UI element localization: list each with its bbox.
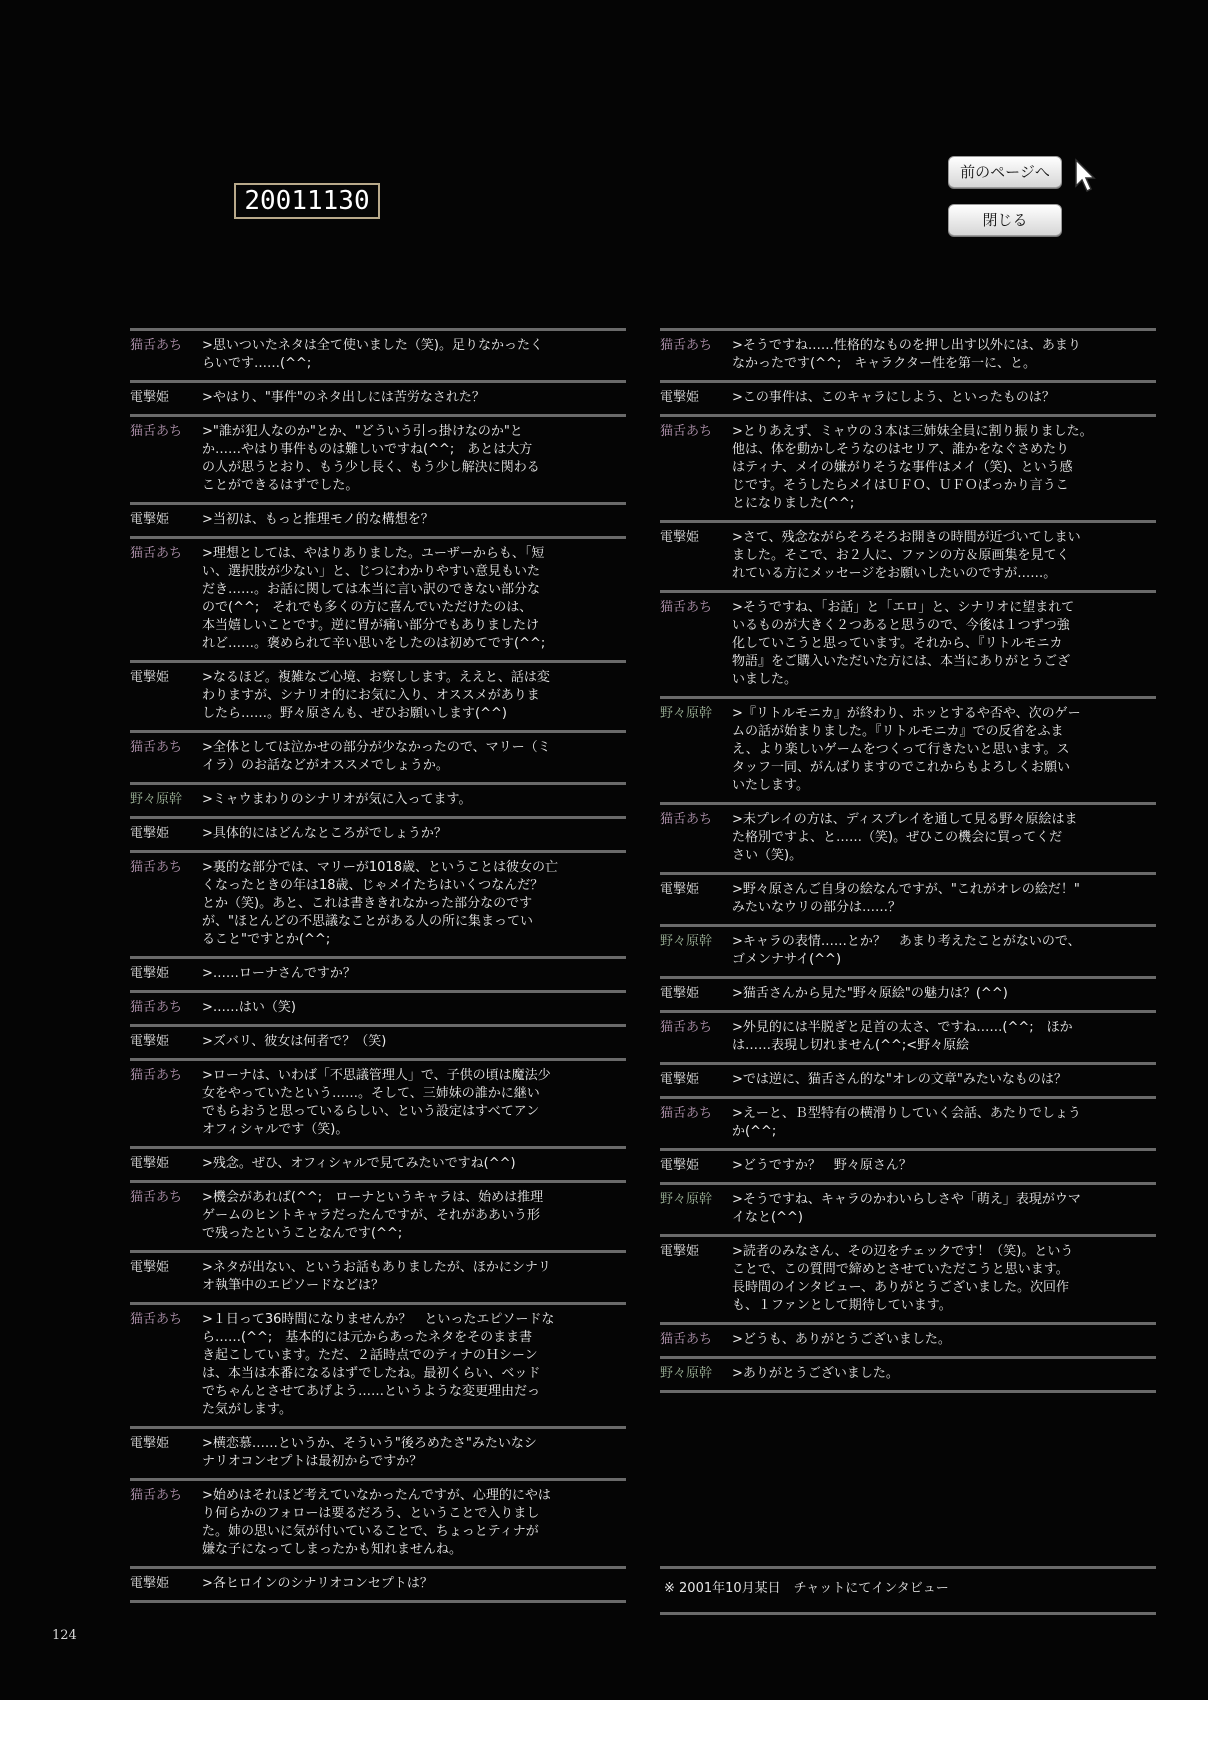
chat-message: >猫舌さんから見た"野々原絵"の魅力は？(^^): [732, 986, 1008, 1001]
chat-message: >具体的にはどんなところがでしょうか？: [202, 826, 447, 841]
speaker-name: 電撃姫: [130, 1436, 170, 1451]
chat-message: >やはり、"事件"のネタ出しには苦労なされた？: [202, 390, 485, 405]
chat-message: >ミャウまわりのシナリオが気に入ってます。: [202, 792, 472, 807]
speaker-name: 電撃姫: [130, 1576, 170, 1591]
chat-entry: [660, 1234, 1156, 1322]
speaker-name: 電撃姫: [130, 670, 170, 685]
chat-entry: [130, 502, 626, 536]
speaker-name: 野々原幹: [660, 1366, 713, 1381]
chat-entry: [130, 1146, 626, 1180]
chat-message: >ネタが出ない、というお話もありましたが、ほかにシナリ オ執筆中のエピソードなどは？: [202, 1260, 551, 1293]
chat-message: >えーと、Ｂ型特有の横滑りしていく会話、あたりでしょう か(^^;: [732, 1106, 1081, 1139]
chat-entry: [130, 328, 626, 380]
chat-entry: [130, 1180, 626, 1250]
speaker-name: 猫舌あち: [660, 1020, 713, 1035]
chat-entry: [130, 730, 626, 782]
chat-message: >とりあえず、ミャウの３本は三姉妹全員に割り振りました。 他は、体を動かしそうなのはセリア、誰かをなぐさめたり はティナ、メイの嫌がりそうな事件はメイ（笑)、という感 じです。そうしたらメイはＵＦＯ、ＵＦＯばっかり言うこ とになりました(^^;: [732, 424, 1093, 511]
page-number: 124: [52, 1628, 77, 1643]
chat-entry: [660, 414, 1156, 520]
chat-message: >理想としては、やはりありました。ユーザーからも、「短 い、選択肢が少ない」と、じつにわかりやすい意見もいた だき……。お話に関しては本当に言い訳のできない部分な ので(^^; それでも多くの方に喜んでいただけたのは、 本当嬉しいことです。逆に胃が痛い部分でもありましたけ れど……。褒められて辛い思いをしたのは初めてです(^^;: [202, 546, 546, 651]
speaker-name: 電撃姫: [130, 390, 170, 405]
chat-message: >"誰が犯人なのか"とか、"どういう引っ掛けなのか"と か……やはり事件ものは難しいですね(^^; あとは大方 の人が思うとおり、もう少し長く、もう少し解決に関わる ことができるはずでした。: [202, 424, 540, 493]
speaker-name: 猫舌あち: [660, 424, 713, 439]
chat-entry: [130, 1478, 626, 1566]
speaker-name: 猫舌あち: [130, 1068, 183, 1083]
chat-entry: [660, 1356, 1156, 1390]
chat-entry: [660, 590, 1156, 696]
speaker-name: 電撃姫: [660, 1072, 700, 1087]
speaker-name: 猫舌あち: [130, 338, 183, 353]
chat-message: >……ローナさんですか？: [202, 966, 356, 981]
speaker-name: 猫舌あち: [130, 1488, 183, 1503]
chat-message: >始めはそれほど考えていなかったんですが、心理的にやは り何らかのフォローは要るだろう、ということで入りまし た。姉の思いに気が付いていることで、ちょっとティナが 嫌な子になってしまったかも知れませんね。: [202, 1488, 551, 1557]
chat-entry: [130, 850, 626, 956]
speaker-name: 猫舌あち: [130, 860, 183, 875]
chat-entry: [130, 1566, 626, 1600]
speaker-name: 電撃姫: [130, 1156, 170, 1171]
chat-entry: [130, 782, 626, 816]
speaker-name: 猫舌あち: [130, 1000, 183, 1015]
speaker-name: 電撃姫: [130, 1034, 170, 1049]
chat-message: >残念。ぜひ、オフィシャルで見てみたいですね(^^): [202, 1156, 516, 1171]
speaker-name: 電撃姫: [660, 986, 700, 1001]
chat-entry: [660, 802, 1156, 872]
chat-message: >読者のみなさん、その辺をチェックです！（笑)。という ことで、この質問で締めとさせていただこうと思います。 長時間のインタビュー、ありがとうございました。次回作 も、１ファンとして期待しています。: [732, 1244, 1074, 1313]
chat-entry: [130, 536, 626, 660]
chat-entry: [130, 1024, 626, 1058]
chat-message: >そうですね、「お話」と「エロ」と、シナリオに望まれて いるものが大きく２つあると思うので、今後は１つずつ強 化していこうと思っています。それから、『リトルモニカ 物語』をご購入いただいた方には、本当にありがとうござ いました。: [732, 600, 1075, 687]
chat-message: >『リトルモニカ』が終わり、ホッとするや否や、次のゲー ムの話が始まりました。『リトルモニカ』での反省をふま え、より楽しいゲームをつくって行きたいと思います。ス タッフ一同、がんばりますのでこれからもよろしくお願い いたします。: [732, 706, 1081, 793]
chat-message: >キャラの表情……とか？ あまり考えたことがないので、 ゴメンナサイ(^^): [732, 934, 1081, 967]
speaker-name: 猫舌あち: [660, 600, 713, 615]
speaker-name: 電撃姫: [130, 1260, 170, 1275]
chat-entry: [130, 990, 626, 1024]
chat-entry: [660, 976, 1156, 1010]
chat-message: >思いついたネタは全て使いました（笑)。足りなかったく らいです……(^^;: [202, 338, 543, 371]
speaker-name: 猫舌あち: [130, 1312, 183, 1327]
chat-message: >当初は、もっと推理モノ的な構想を？: [202, 512, 434, 527]
chat-message: >……はい（笑): [202, 1000, 296, 1015]
chat-message: >この事件は、このキャラにしよう、といったものは？: [732, 390, 1055, 405]
chat-entry: [660, 924, 1156, 976]
speaker-name: 電撃姫: [660, 882, 700, 897]
chat-message: >そうですね……性格的なものを押し出す以外には、あまり なかったです(^^; キャラクター性を第一に、と。: [732, 338, 1081, 371]
chat-message: >では逆に、猫舌さん的な"オレの文章"みたいなものは？: [732, 1072, 1067, 1087]
chat-entry: [130, 660, 626, 730]
chat-entry: [660, 520, 1156, 590]
speaker-name: 猫舌あち: [130, 546, 183, 561]
chat-message: >さて、残念ながらそろそろお開きの時間が近づいてしまい ました。そこで、お２人に、ファンの方＆原画集を見てく れている方にメッセージをお願いしたいのですが……。: [732, 530, 1081, 581]
chat-entry: [660, 872, 1156, 924]
column-end-rule: [660, 1390, 1156, 1393]
speaker-name: 猫舌あち: [660, 812, 713, 827]
interview-column-right: [660, 328, 1156, 1393]
chat-entry: [130, 1426, 626, 1478]
chat-message: >ローナは、いわば「不思議管理人」で、子供の頃は魔法少 女をやっていたという……。そして、三姉妹の誰かに継い でもらおうと思っているらしい、という設定はすべてアン オフィシャルです（笑)。: [202, 1068, 551, 1137]
speaker-name: 電撃姫: [660, 530, 700, 545]
chat-entry: [660, 1096, 1156, 1148]
speaker-name: 野々原幹: [130, 792, 183, 807]
interview-note: ※ 2001年10月某日 チャットにてインタビュー: [664, 1581, 949, 1596]
speaker-name: 猫舌あち: [130, 424, 183, 439]
chat-message: >機会があれば(^^; ローナというキャラは、始めは推理 ゲームのヒントキャラだったんですが、それがああいう形 で残ったということなんです(^^;: [202, 1190, 544, 1241]
chat-entry: [130, 1302, 626, 1426]
speaker-name: 電撃姫: [130, 826, 170, 841]
chat-entry: [660, 696, 1156, 802]
speaker-name: 電撃姫: [130, 512, 170, 527]
chat-entry: [660, 1182, 1156, 1234]
chat-message: >ズバリ、彼女は何者で？（笑): [202, 1034, 387, 1049]
chat-message: >どうも、ありがとうございました。: [732, 1332, 951, 1347]
chat-message: >どうですか？ 野々原さん？: [732, 1158, 912, 1173]
chat-entry: [130, 816, 626, 850]
chat-message: >裏的な部分では、マリーが1018歳、ということは彼女の亡 くなったときの年は18歳、じゃメイたちはいくつなんだ？ とか（笑)。あと、これは書ききれなかった部分なのです が、"ほとんどの不思議なことがある人の所に集まってい ること"ですとか(^^;: [202, 860, 558, 947]
chat-entry: [130, 1250, 626, 1302]
chat-message: >未プレイの方は、ディスプレイを通して見る野々原絵はま た格別ですよ、と……（笑)。ぜひこの機会に買ってくだ さい（笑)。: [732, 812, 1078, 863]
speaker-name: 野々原幹: [660, 706, 713, 721]
speaker-name: 猫舌あち: [660, 338, 713, 353]
speaker-name: 電撃姫: [130, 966, 170, 981]
speaker-name: 電撃姫: [660, 1244, 700, 1259]
chat-message: >外見的には半脱ぎと足首の太さ、ですね……(^^; ほか は……表現し切れません(^^;<野々原絵: [732, 1020, 1073, 1053]
chat-message: >なるほど。複雑なご心境、お察しします。ええと、話は変 わりますが、シナリオ的にお気に入り、オススメがありま したら……。野々原さんも、ぜひお願いします(^^): [202, 670, 550, 721]
chat-message: >横恋慕……というか、そういう"後ろめたさ"みたいなシ ナリオコンセプトは最初からですか？: [202, 1436, 537, 1469]
speaker-name: 猫舌あち: [130, 1190, 183, 1205]
chat-entry: [130, 956, 626, 990]
speaker-name: 野々原幹: [660, 1192, 713, 1207]
note-bottom-rule: [660, 1612, 1156, 1615]
chat-entry: [660, 1148, 1156, 1182]
chat-message: >各ヒロインのシナリオコンセプトは？: [202, 1576, 433, 1591]
chat-message: >１日って36時間になりませんか？ といったエピソードな ら……(^^; 基本的には元からあったネタをそのまま書 き起こしています。ただ、２話時点でのティナのＨシーン は、本当は本番になるはずでしたね。最初くらい、ベッド でちゃんとさせてあげよう……というような変更理由だっ た気がします。: [202, 1312, 555, 1417]
note-top-rule: [660, 1566, 1156, 1569]
chat-entry: [660, 380, 1156, 414]
chat-entry: [660, 328, 1156, 380]
date-label: 20011130: [234, 183, 380, 219]
speaker-name: 電撃姫: [660, 1158, 700, 1173]
chat-entry: [660, 1062, 1156, 1096]
speaker-name: 猫舌あち: [660, 1106, 713, 1121]
chat-entry: [130, 380, 626, 414]
cursor-arrow-icon: [1074, 158, 1098, 194]
chat-entry: [130, 414, 626, 502]
chat-message: >そうですね、キャラのかわいらしさや「萌え」表現がウマ イなと(^^): [732, 1192, 1081, 1225]
speaker-name: 野々原幹: [660, 934, 713, 949]
column-end-rule: [130, 1600, 626, 1603]
chat-entry: [130, 1058, 626, 1146]
speaker-name: 猫舌あち: [130, 740, 183, 755]
chat-message: >ありがとうございました。: [732, 1366, 899, 1381]
chat-message: >野々原さんご自身の絵なんですが、"これがオレの絵だ！" みたいなウリの部分は……？: [732, 882, 1080, 915]
speaker-name: 電撃姫: [660, 390, 700, 405]
chat-entry: [660, 1010, 1156, 1062]
chat-entry: [660, 1322, 1156, 1356]
chat-message: >全体としては泣かせの部分が少なかったので、マリー（ミ イラ）のお話などがオススメでしょうか。: [202, 740, 551, 773]
speaker-name: 猫舌あち: [660, 1332, 713, 1347]
prev-page-button[interactable]: 前のページへ: [948, 156, 1062, 188]
interview-column-left: [130, 328, 626, 1603]
close-button[interactable]: 閉じる: [948, 204, 1062, 236]
